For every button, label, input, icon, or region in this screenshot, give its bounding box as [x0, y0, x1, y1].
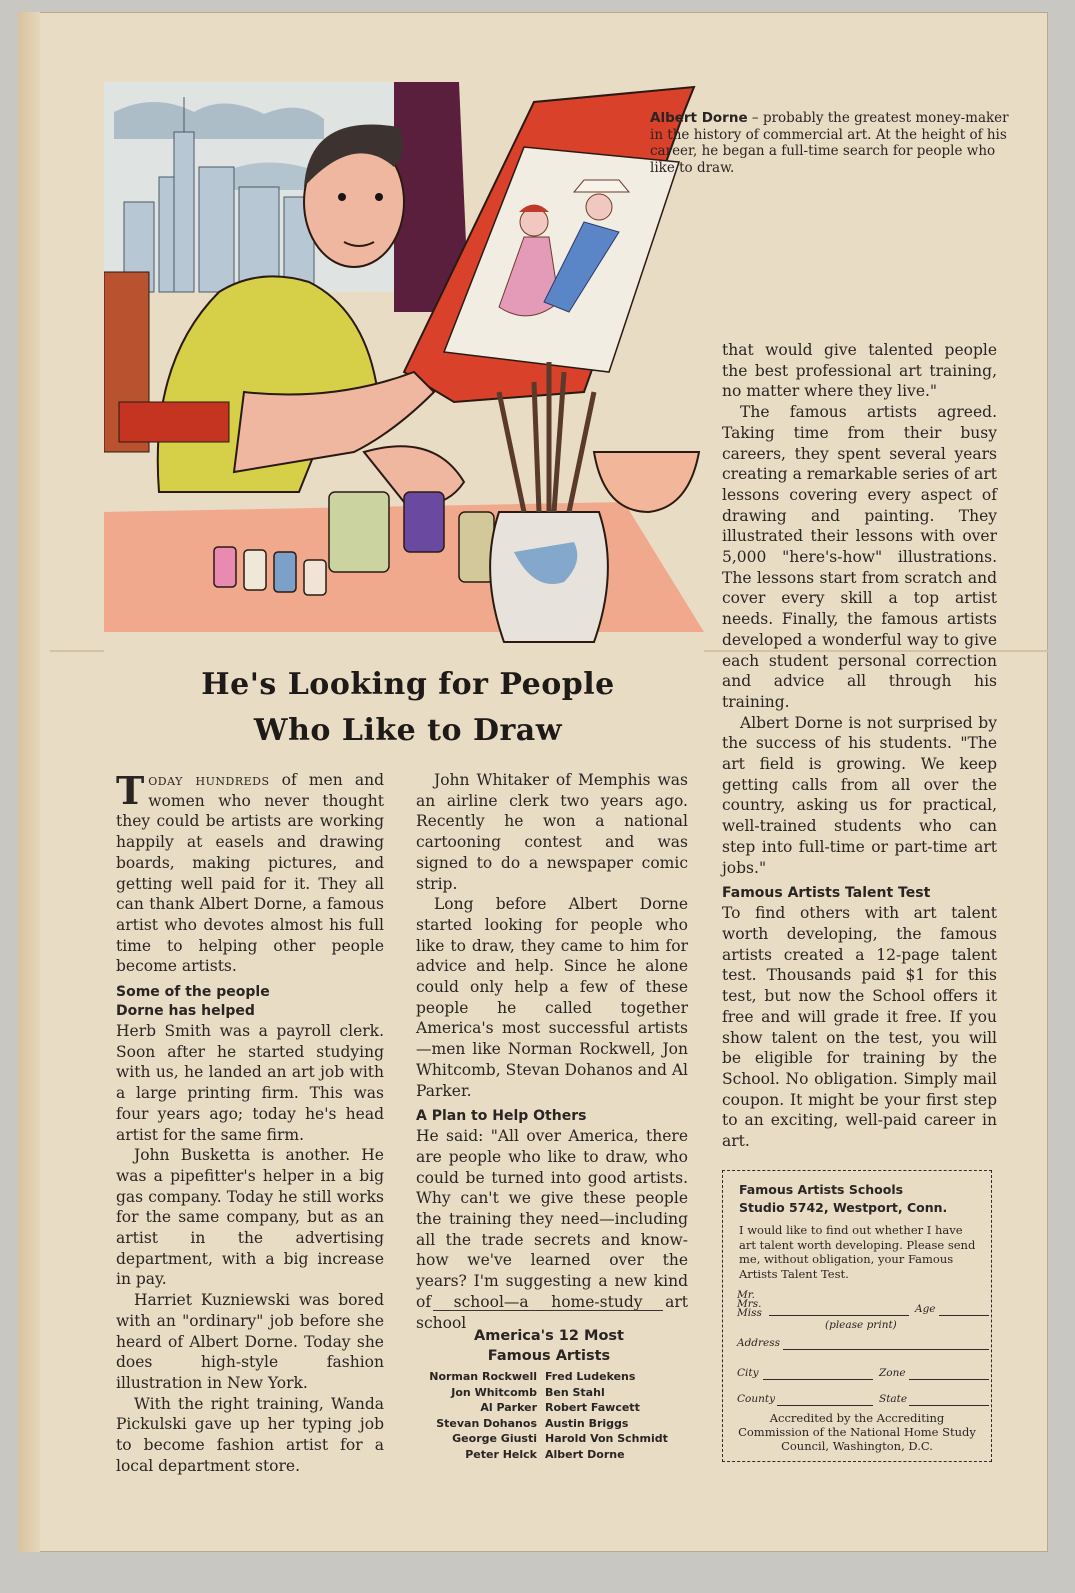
label-mr: Mr.: [737, 1289, 755, 1301]
headline: [128, 662, 688, 754]
name-line[interactable]: [769, 1315, 909, 1316]
article-column-2: [416, 770, 688, 1333]
paragraph-artists-agreed: The famous artists agreed. Taking time from their busy careers, they spent several years creating a remarkable series of art lessons covering every aspect of drawing and painting. They illustrated their lessons with over 5,000 "here's-how" illustrations. The lessons start from scratch and cover every skill a top artist needs. Finally, the famous artists developed a wonderful way to give each student personal correction and advice all through his training.: [722, 403, 997, 711]
paragraph-he-said: He said: "All over America, there are people who like to draw, who could be turned into good artists. Why can't we give these people the training they need—including all the trade secrets and know-how we've learned over the years? I'm suggesting a new kind of school—a home-study art school: [416, 1127, 688, 1332]
coupon-studio-address: Studio 5742, Westport, Conn.: [739, 1200, 948, 1215]
county-state-field[interactable]: [737, 1393, 908, 1405]
city-line[interactable]: [763, 1379, 873, 1380]
artist-name: Stevan Dohanos: [436, 1416, 537, 1430]
caption-name: Albert Dorne: [650, 110, 748, 126]
county-line[interactable]: [777, 1405, 873, 1406]
artist-name: Al Parker: [480, 1401, 537, 1414]
page-spine-edge: [18, 12, 40, 1552]
label-zone: Zone: [879, 1367, 906, 1379]
artist-row: [411, 1385, 686, 1401]
artist-name: Norman Rockwell: [429, 1370, 537, 1383]
paragraph-john-whitaker: John Whitaker of Memphis was an airline clerk two years ago. Recently he won a national cartooning contest and was signed to do a newspaper comic strip.: [416, 771, 688, 893]
headline-line-2: Who Like to Draw: [253, 713, 563, 748]
lead-smallcaps: oday hundreds: [148, 771, 270, 789]
coupon-body: I would like to find out whether I have art talent worth developing. Please send me, without obligation, your Famous Artists Talent Test.: [739, 1223, 976, 1281]
label-mrs: Mrs.: [737, 1298, 762, 1310]
famous-artists-list: [411, 1369, 686, 1462]
name-field[interactable]: [737, 1289, 936, 1331]
artist-name: Jon Whitcomb: [451, 1385, 537, 1399]
drop-cap: T: [116, 768, 145, 813]
subheading-plan: A Plan to Help Others: [416, 1108, 587, 1125]
article-column-1: [116, 770, 384, 1477]
artist-row: [411, 1431, 686, 1447]
subheading-line-1: Some of the people: [116, 984, 270, 1001]
coupon-school-name: Famous Artists Schools: [739, 1182, 904, 1197]
artist-name: Robert Fawcett: [545, 1401, 640, 1414]
label-address: Address: [737, 1337, 781, 1349]
article-column-3: [722, 340, 997, 1152]
state-line[interactable]: [909, 1405, 989, 1406]
label-state: State: [879, 1393, 908, 1405]
artist-illustration: [104, 72, 724, 652]
paragraph-herb-smith: Herb Smith was a payroll clerk. Soon after he started studying with us, he landed an art job with a large printing firm. This was four years ago; today he's head artist for the same firm.: [116, 1022, 384, 1144]
label-please-print: (please print): [825, 1319, 897, 1331]
city-zone-field[interactable]: [737, 1367, 906, 1379]
artist-row: [411, 1416, 686, 1432]
illustration-caption: [650, 110, 1010, 176]
address-line[interactable]: [783, 1349, 989, 1350]
subheading-talent-test: Famous Artists Talent Test: [722, 885, 931, 902]
artist-name: Albert Dorne: [545, 1447, 625, 1461]
artist-row: [411, 1400, 686, 1416]
famous-artists-title-line-1: America's 12 Most: [474, 1328, 624, 1344]
label-county: County: [737, 1393, 776, 1405]
intro-paragraph: [116, 770, 384, 977]
label-city: City: [737, 1367, 759, 1379]
divider-rule: [433, 1310, 663, 1311]
paragraph-talent-test: To find others with art talent worth developing, the famous artists created a 12-page talent test. Thousands paid $1 for this test, but now the School offers it free and will grade it free. If you show talent on the test, you will be eligible for training by the School. No obligation. Simply mail coupon. It might be your first step to an exciting, well-paid career in art.: [722, 904, 997, 1151]
paragraph-long-before: Long before Albert Dorne started looking for people who like to draw, they came to him for advice and help. Since he alone could only help a few of these people he called together America's most successful artists —men like Norman Rockwell, Jon Whitcomb, Stevan Dohanos and Al Parker.: [416, 895, 688, 1100]
subheading-people-helped: [116, 983, 384, 1021]
artist-name: Ben Stahl: [545, 1385, 605, 1399]
paragraph-wanda-pickulski: With the right training, Wanda Pickulski gave up her typing job to become fashion artist for a local department store.: [116, 1394, 384, 1475]
artist-row: [411, 1447, 686, 1463]
intro-text: of men and women who never thought they could be artists are working happily at easels and drawing boards, making pictures, and getting well paid for it. They all can thank Albert Dorne, a famous artist who devotes almost his full time to helping other people become artists.: [116, 771, 384, 976]
paragraph-continued: that would give talented people the best professional art training, no matter where they live.": [722, 341, 997, 401]
accreditation-note: Accredited by the Accrediting Commission of the National Home Study Council, Washington, D.C.: [738, 1411, 976, 1453]
artist-row: [411, 1369, 686, 1385]
label-age: Age: [915, 1303, 936, 1315]
famous-artists-title-line-2: Famous Artists: [487, 1348, 611, 1364]
age-line[interactable]: [939, 1315, 989, 1316]
subheading-line-2: Dorne has helped: [116, 1003, 255, 1020]
headline-line-1: He's Looking for People: [201, 667, 615, 702]
paragraph-not-surprised: Albert Dorne is not surprised by the success of his students. "The art field is growing. We keep getting calls from all over the country, asking us for practical, well-trained students who can step into full-time or part-time art jobs.": [722, 713, 997, 877]
artist-name: Austin Briggs: [545, 1416, 629, 1430]
mail-coupon[interactable]: [722, 1170, 992, 1462]
address-field[interactable]: [737, 1337, 780, 1349]
label-miss: Miss: [737, 1307, 762, 1319]
caption-text: – probably the greatest money-maker in the history of commercial art. At the height of his career, he began a full-time search for people who like to draw.: [650, 110, 1009, 176]
artist-name: Fred Ludekens: [545, 1370, 636, 1383]
artist-name: Peter Helck: [465, 1447, 537, 1461]
coupon-header: [739, 1181, 947, 1217]
paragraph-john-busketta: John Busketta is another. He was a pipefitter's helper in a big gas company. Today he still works for the same company, but as an artist in the advertising department, with a big increase in pay.: [116, 1146, 384, 1289]
paragraph-harriet-kuzniewski: Harriet Kuzniewski was bored with an "ordinary" job before she heard of Albert Dorne. Today she does high-style fashion illustration in New York.: [116, 1291, 384, 1392]
zone-line[interactable]: [909, 1379, 989, 1380]
famous-artists-title: [418, 1326, 680, 1366]
magazine-page: [18, 12, 1048, 1552]
artist-name: Harold Von Schmidt: [545, 1432, 668, 1445]
artist-name: George Giusti: [452, 1432, 537, 1445]
